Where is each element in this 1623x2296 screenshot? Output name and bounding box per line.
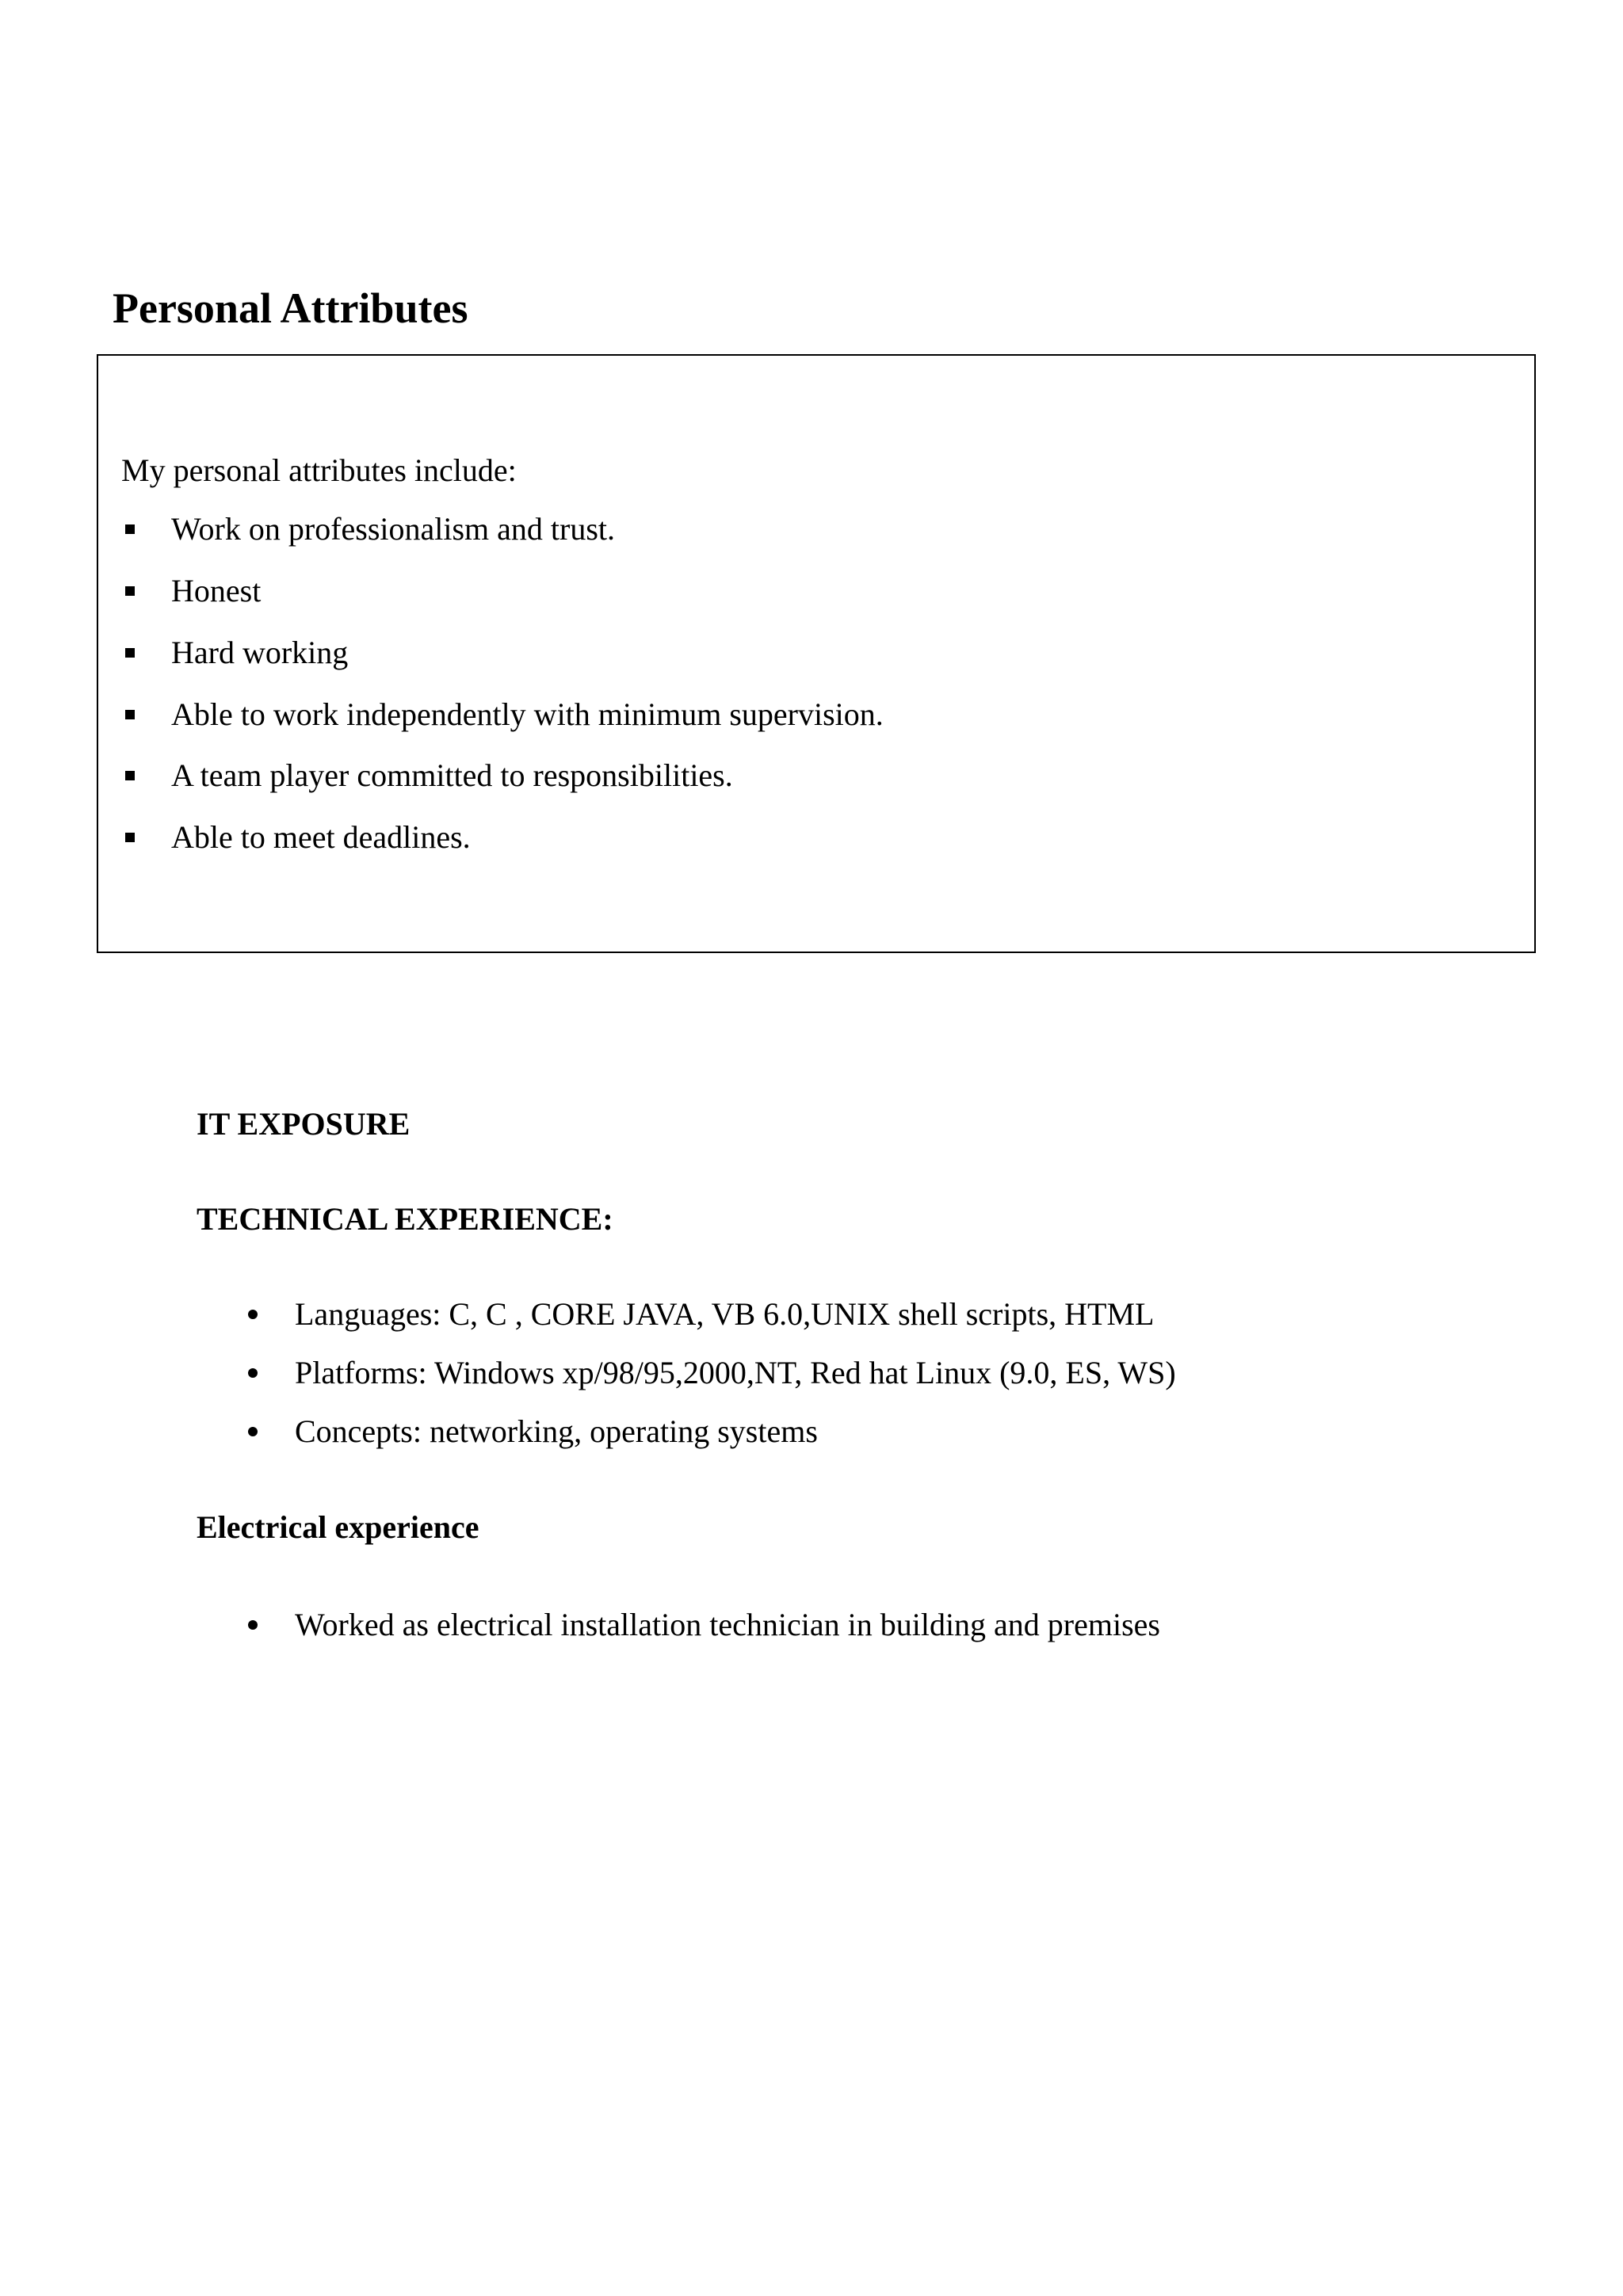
electrical-list-item	[248, 1609, 1160, 1641]
square-bullet-icon	[125, 771, 135, 780]
technical-item-text: Platforms: Windows xp/98/95,2000,NT, Red hat Linux (9.0, ES, WS)	[295, 1355, 1176, 1390]
attribute-text: Able to work independently with minimum supervision.	[171, 696, 884, 732]
it-exposure-heading: IT EXPOSURE	[197, 1106, 411, 1142]
attribute-list-item	[125, 819, 471, 855]
technical-list-item	[248, 1296, 1155, 1332]
personal-attributes-title: Personal Attributes	[113, 284, 468, 332]
square-bullet-icon	[125, 833, 135, 842]
attribute-list-item	[125, 696, 884, 732]
technical-item-text: Concepts: networking, operating systems	[295, 1413, 818, 1449]
electrical-experience-heading: Electrical experience	[197, 1509, 479, 1545]
technical-list-item	[248, 1413, 818, 1449]
technical-list-item	[248, 1357, 1176, 1389]
square-bullet-icon	[125, 710, 135, 719]
attribute-text: Able to meet deadlines.	[171, 819, 471, 855]
round-bullet-icon	[248, 1368, 258, 1378]
attribute-text: Work on professionalism and trust.	[171, 511, 616, 547]
attribute-list-item	[125, 575, 261, 607]
square-bullet-icon	[125, 524, 135, 534]
square-bullet-icon	[125, 648, 135, 658]
attribute-text: Honest	[171, 573, 262, 608]
electrical-item-text: Worked as electrical installation technician in building and premises	[295, 1607, 1160, 1642]
round-bullet-icon	[248, 1620, 258, 1630]
attribute-text: A team player committed to responsibilities.	[171, 757, 733, 793]
round-bullet-icon	[248, 1427, 258, 1436]
technical-experience-heading: TECHNICAL EXPERIENCE:	[197, 1201, 613, 1237]
personal-attributes-intro: My personal attributes include:	[121, 452, 517, 488]
round-bullet-icon	[248, 1310, 258, 1319]
square-bullet-icon	[125, 586, 135, 596]
attribute-list-item	[125, 513, 615, 545]
attribute-list-item	[125, 637, 348, 669]
attribute-list-item	[125, 757, 733, 793]
technical-item-text: Languages: C, C , CORE JAVA, VB 6.0,UNIX shell scripts, HTML	[295, 1296, 1155, 1332]
attribute-text: Hard working	[171, 635, 349, 670]
